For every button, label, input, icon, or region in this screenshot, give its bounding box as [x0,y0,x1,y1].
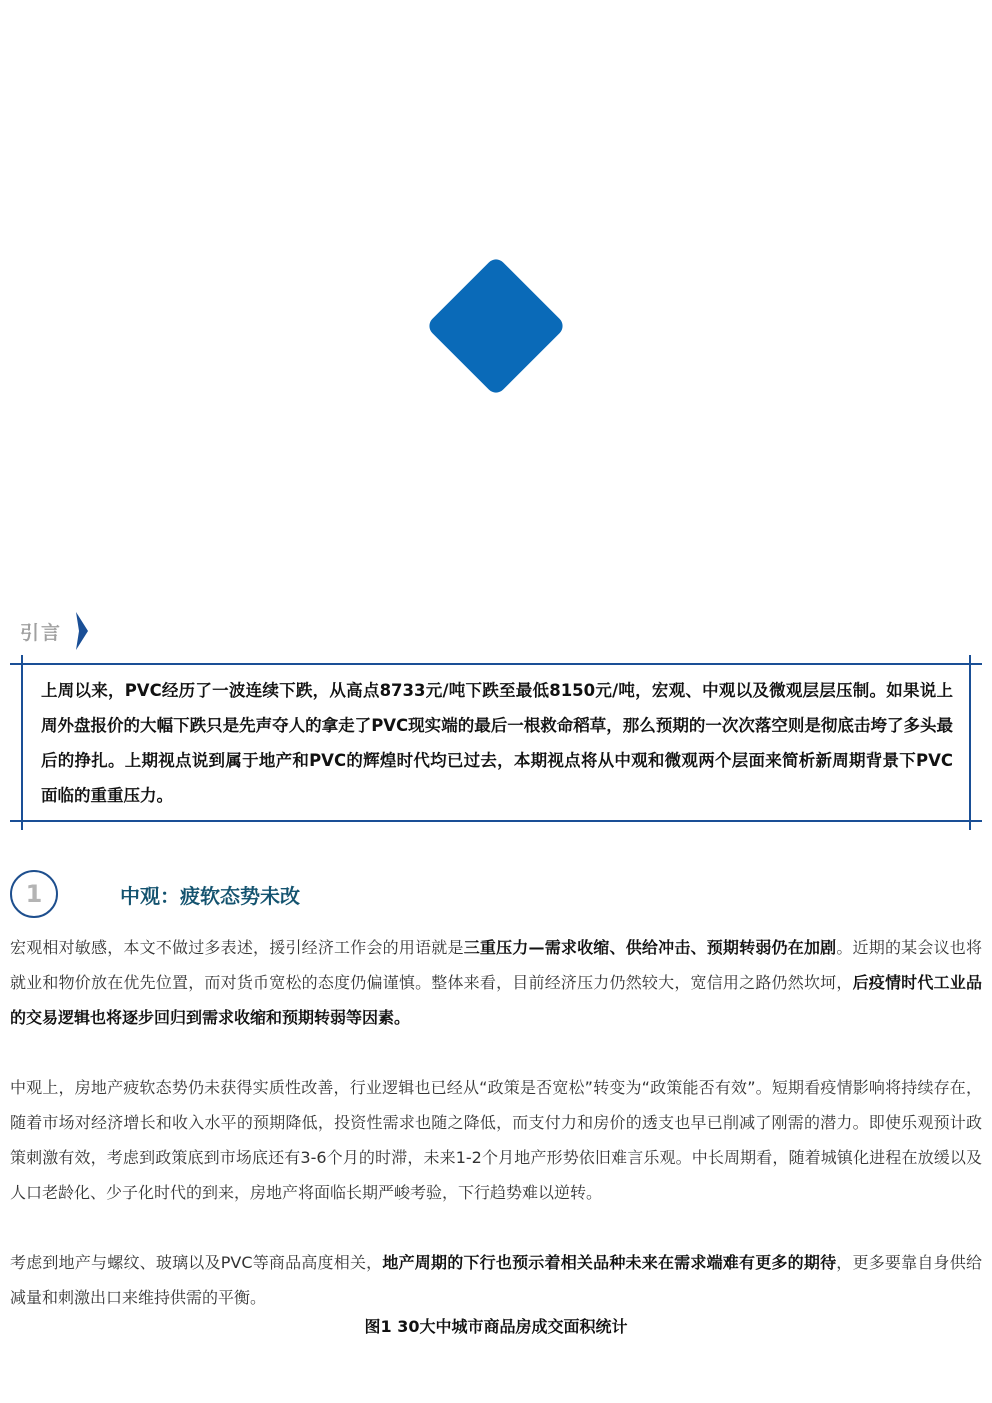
paragraph-1 [10,930,982,1035]
intro-text: 上周以来，PVC经历了一波连续下跌，从高点8733元/吨下跌至最低8150元/吨，宏观、中观以及微观层层压制。如果说上周外盘报价的大幅下跌只是先声夺人的拿走了PVC现实端的最后一根救命稻草，那么预期的一次次落空则是彻底击垮了多头最后的挣扎。上期视点说到属于地产和PVC的辉煌时代均已过去，本期视点将从中观和微观两个层面来简析新周期背景下PVC面临的重重压力。 [41,681,953,805]
frame-line-top [10,663,982,665]
intro-heading-label: 引言 [20,621,63,644]
frame-line-bottom [10,820,982,822]
paragraph-3-emphasis: 地产周期的下行也预示着相关品种未来在需求端难有更多的期待 [382,1253,837,1272]
intro-box [10,655,982,833]
paragraph-3 [10,1245,982,1315]
figure-caption: 图1 30大中城市商品房成交面积统计 [364,1317,628,1336]
section-title: 中观：疲软态势未改 [120,883,300,908]
paragraph-1-emphasis-b: 后疫情时代工业品的交易逻辑也将逐步回归到需求收缩和预期转弱等因素。 [10,973,982,1027]
frame-line-left [21,655,23,830]
intro-heading [20,613,88,649]
frame-line-right [969,655,971,830]
diamond-icon [425,255,566,396]
paragraph-1-emphasis-a: 三重压力—需求收缩、供给冲击、预期转弱仍在加剧 [463,938,837,957]
paragraph-3-text-a: 考虑到地产与螺纹、玻璃以及PVC等商品高度相关， [10,1253,383,1272]
paragraph-2: 中观上，房地产疲软态势仍未获得实质性改善，行业逻辑也已经从“政策是否宽松”转变为“政策能否有效”。短期看疫情影响将持续存在，随着市场对经济增长和收入水平的预期降低，投资性需求也随之降低，而支付力和房价的透支也早已削减了刚需的潜力。即使乐观预计政策刺激有效，考虑到政策底到市场底还有3-6个月的时滞，未来1-2个月地产形势依旧难言乐观。中长周期看，随着城镇化进程在放缓以及人口老龄化、少子化时代的到来，房地产将面临长期严峻考验，下行趋势难以逆转。 [10,1078,982,1202]
section-number-badge: 1 [10,870,58,918]
section-1-header [10,869,300,919]
arrow-right-icon [76,612,88,650]
paragraph-1-text-a: 宏观相对敏感，本文不做过多表述，援引经济工作会的用语就是 [10,938,464,957]
paragraph-3-text-b: ，更多要靠自身供给减量和刺激出口来维持供需的平衡。 [10,1253,982,1307]
paragraph-1-text-b: 。近期的某会议也将就业和物价放在优先位置，而对货币宽松的态度仍偏谨慎。整体来看，目前经济压力仍然较大，宽信用之路仍然坎坷， [10,938,982,992]
